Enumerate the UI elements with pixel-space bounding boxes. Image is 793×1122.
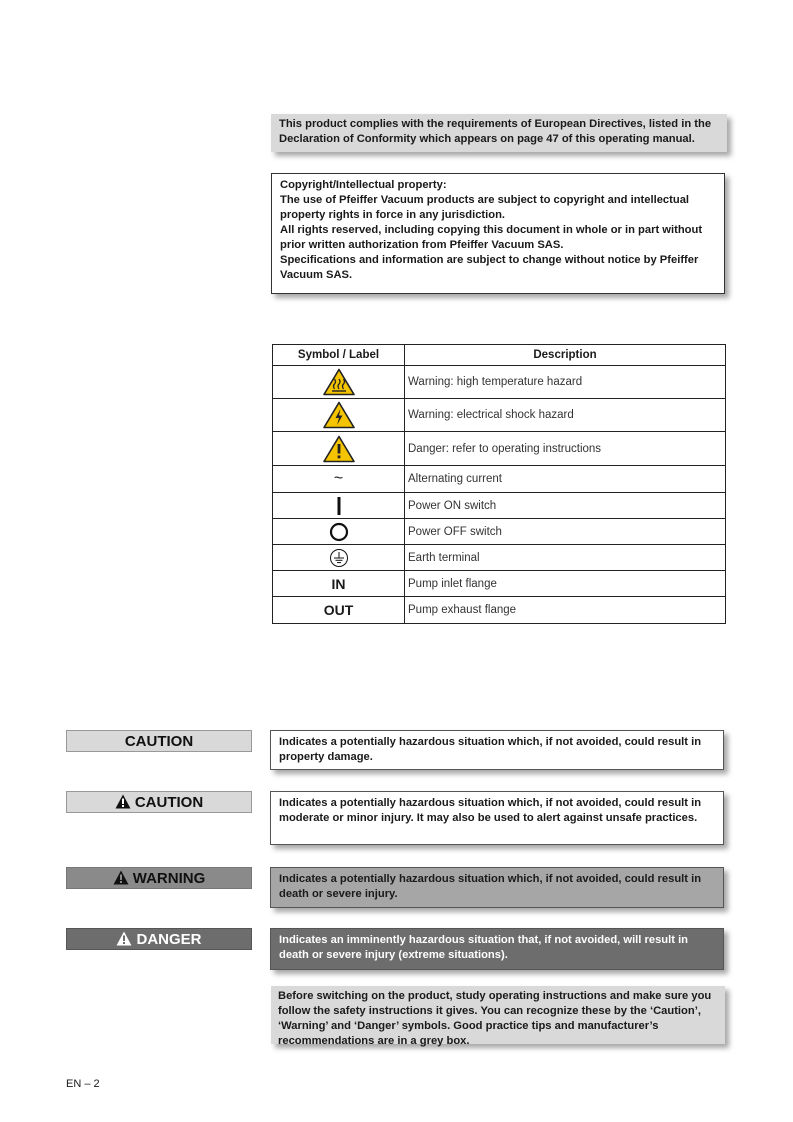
row-description: Earth terminal — [405, 545, 726, 571]
earth-terminal-icon — [329, 548, 349, 568]
hazard-label-text: DANGER — [136, 931, 202, 948]
copyright-title: Copyright/Intellectual property: — [280, 179, 447, 191]
table-row — [273, 466, 726, 493]
table-row — [273, 399, 726, 432]
danger-exclamation-icon — [323, 435, 355, 463]
copyright-paragraph: All rights reserved, including copying this document in whole or in part without prior written authorization from Pfeiffer Vacuum SAS. — [280, 224, 703, 251]
row-description: Alternating current — [405, 466, 726, 493]
table-row — [273, 571, 726, 597]
page-number: EN – 2 — [66, 1078, 100, 1090]
copyright-paragraph: The use of Pfeiffer Vacuum products are subject to copyright and intellectual property rights in force in any jurisdiction. — [280, 194, 690, 221]
caution-property-description: Indicates a potentially hazardous situation which, if not avoided, could result in property damage. — [270, 730, 724, 770]
column-header-description: Description — [405, 345, 726, 366]
warning-description: Indicates a potentially hazardous situation which, if not avoided, could result in death or severe injury. — [270, 867, 724, 908]
table-row — [273, 366, 726, 399]
table-row — [273, 545, 726, 571]
before-switching-note: Before switching on the product, study operating instructions and make sure you follow the safety instructions it gives. You can recognize these by the ‘Caution’, ‘Warning’ and ‘Danger’ symbols. Good practice tips and manufacturer’s recommendations are in a grey box. — [271, 986, 725, 1044]
table-row — [273, 493, 726, 519]
table-row — [273, 519, 726, 545]
warning-triangle-icon — [115, 794, 131, 809]
column-header-symbol: Symbol / Label — [273, 345, 405, 366]
copyright-notice — [271, 173, 725, 294]
danger-description: Indicates an imminently hazardous situation that, if not avoided, will result in death or severe injury (extreme situations). — [270, 928, 724, 970]
row-description: Pump exhaust flange — [405, 597, 726, 624]
table-row — [273, 597, 726, 624]
caution-injury-label — [66, 791, 252, 813]
table-row — [273, 432, 726, 466]
power-off-icon — [329, 522, 349, 542]
table-header-row — [273, 345, 726, 366]
caution-property-label — [66, 730, 252, 752]
inlet-label: IN — [331, 575, 346, 592]
power-on-icon — [335, 496, 343, 516]
copyright-paragraph: Specifications and information are subject to change without notice by Pfeiffer Vacuum SAS. — [280, 254, 699, 281]
caution-injury-description: Indicates a potentially hazardous situation which, if not avoided, could result in moderate or minor injury. It may also be used to alert against unsafe practices. — [270, 791, 724, 845]
electrical-shock-warning-icon — [323, 401, 355, 429]
danger-label — [66, 928, 252, 950]
hazard-label-text: CAUTION — [124, 733, 194, 750]
warning-triangle-icon — [116, 931, 132, 946]
compliance-note: This product complies with the requirements of European Directives, listed in the Declaration of Conformity which appears on page 47 of this operating manual. — [271, 114, 727, 152]
row-description: Power ON switch — [405, 493, 726, 519]
warning-triangle-icon — [113, 870, 129, 885]
symbol-table — [272, 344, 726, 624]
hazard-label-text: WARNING — [132, 870, 206, 887]
warning-label — [66, 867, 252, 889]
row-description: Warning: electrical shock hazard — [405, 399, 726, 432]
hot-surface-warning-icon — [323, 368, 355, 396]
row-description: Power OFF switch — [405, 519, 726, 545]
alternating-current-symbol: ~ — [333, 470, 344, 487]
row-description: Pump inlet flange — [405, 571, 726, 597]
outlet-label: OUT — [323, 602, 354, 618]
hazard-label-text: CAUTION — [134, 794, 204, 811]
row-description: Warning: high temperature hazard — [405, 366, 726, 399]
row-description: Danger: refer to operating instructions — [405, 432, 726, 466]
